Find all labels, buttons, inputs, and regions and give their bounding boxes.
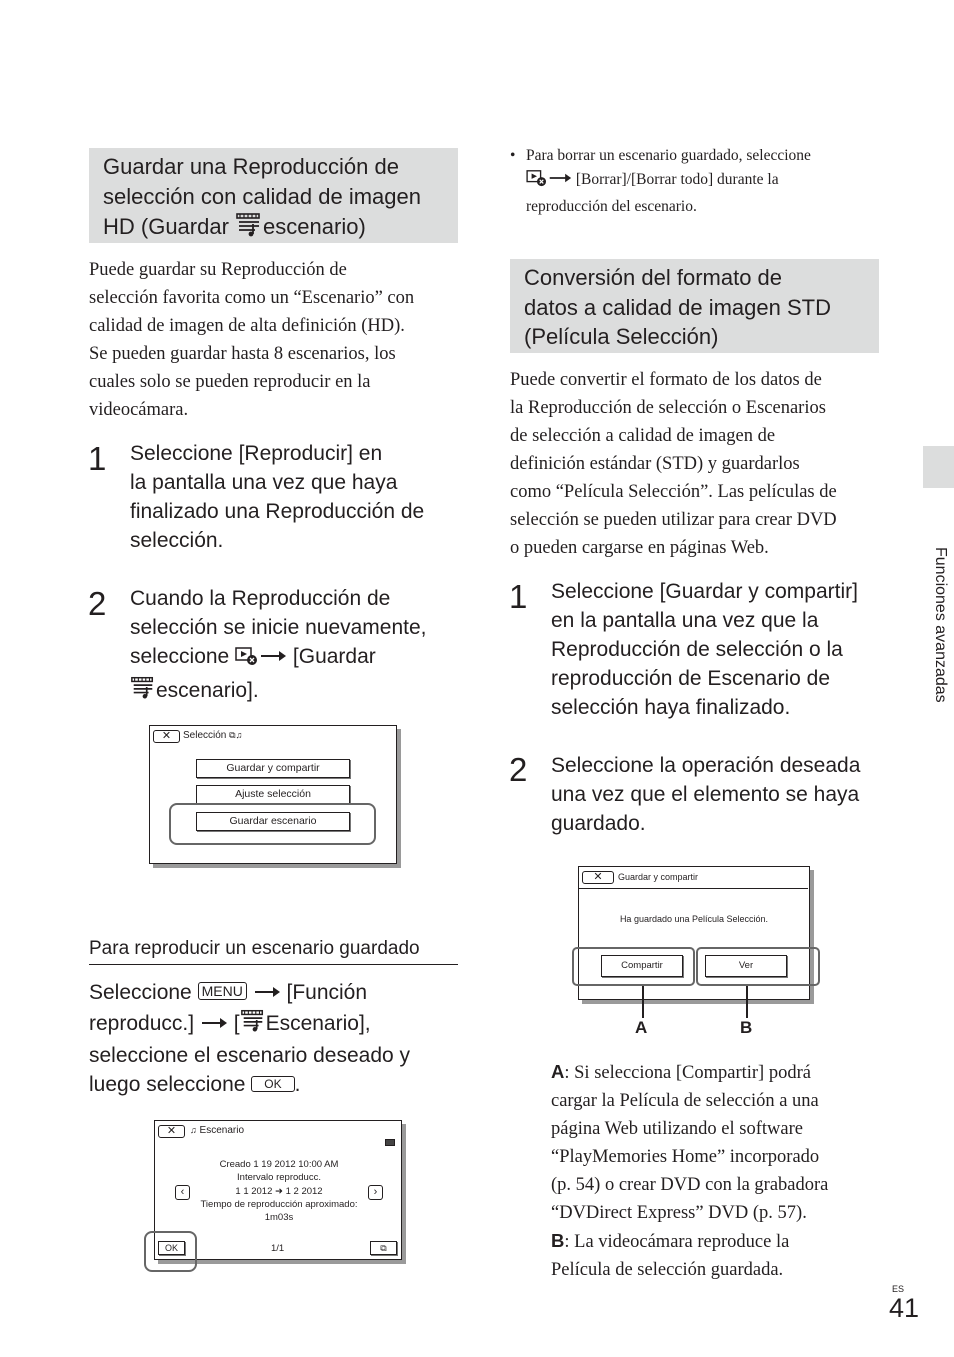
arrow-right-icon [259, 642, 287, 656]
step-number: 1 [509, 578, 528, 615]
screen-mockup-save-share [578, 866, 810, 1000]
step-text: Seleccione [Reproducir] en la pantalla una vez que haya finalizado una Reproducción de selección. [130, 442, 425, 552]
interval-value: 1 1 2012 ➜ 1 2 2012 [235, 1186, 323, 1197]
callout-line-b [746, 986, 748, 1018]
battery-icon [385, 1139, 395, 1146]
callout-label-b: B [740, 1018, 753, 1037]
page-number: 41 [889, 1293, 920, 1323]
ok-key: OK [251, 1076, 294, 1092]
interval-label: Intervalo reproducc. [237, 1172, 321, 1183]
step-text: Seleccione la operación deseada una vez que el elemento se haya guardado. [551, 754, 861, 835]
screen-mockup-selection [149, 725, 397, 864]
scenario-icon: ♫ [190, 1125, 197, 1135]
intro-paragraph: Puede convertir el formato de los datos de la Reproducción de selección o Escenarios de selección a calidad de imagen de definición estándar (STD) y guardarlos como “Película Selección”. Las películas de selección se pueden utilizar para crear DVD o pueden cargarse en páginas Web. [510, 370, 837, 558]
close-button[interactable]: ✕ [153, 730, 180, 743]
saved-message: Ha guardado una Película Selección. [619, 914, 769, 924]
next-arrow-button[interactable]: › [368, 1185, 383, 1200]
language-code: ES [892, 1284, 905, 1294]
share-button[interactable]: Compartir [601, 955, 683, 977]
screen-mockup-scenario [154, 1120, 402, 1260]
heading-line: HD (Guardar escenario) [103, 211, 444, 245]
section-tab [923, 446, 954, 488]
arrow-right-icon [548, 168, 572, 182]
scenario-icon [130, 674, 156, 708]
arrow-right-icon [253, 978, 281, 992]
bullet: • [510, 147, 516, 164]
section-heading-convert-std: Conversión del formato de datos a calidad de imagen STD (Película Selección) [510, 259, 879, 353]
prev-arrow-button[interactable]: ‹ [175, 1185, 190, 1200]
save-share-button[interactable]: Guardar y compartir [196, 759, 350, 778]
screen-title: ♫ Escenario [190, 1125, 244, 1136]
section-heading-save-scenario [89, 148, 458, 243]
selection-delete-icon [526, 169, 548, 195]
created-date: Creado 1 19 2012 10:00 AM [219, 1159, 339, 1170]
step-number: 2 [509, 751, 528, 788]
time-value: 1m03s [264, 1212, 294, 1223]
sidebar-label: Funciones avanzadas [932, 547, 949, 703]
scenario-icon: ♫ [235, 730, 243, 740]
step-number: 2 [88, 585, 107, 622]
scenario-icon [240, 1007, 266, 1041]
heading-line: selección con calidad de imagen [103, 183, 421, 209]
menu-key: MENU [198, 982, 247, 1000]
callout-notes: A: Si selecciona [Compartir] podrá cargar la Película de selección a una página Web utilizando el software “PlayMemories Home” incorporado (p. 54) o crear DVD con la grabadora “DVDirect Express” DVD (p. 57). B: La videocámara reproduce la Película de selección guardada. [551, 1061, 829, 1280]
page-indicator: 1/1 [271, 1243, 285, 1254]
callout-label-a: A [635, 1018, 648, 1037]
selection-play-icon: ⧉ [229, 730, 236, 740]
screen-title: Selección ⧉♫ [183, 730, 243, 741]
subheading: Para reproducir un escenario guardado [89, 937, 458, 965]
playback-instructions: Seleccione MENU [Función reproducc.] [ Escenario], seleccione el escenario deseado y luego seleccione OK . [89, 978, 469, 1099]
step-text: Cuando la Reproducción de selección se inicie nuevamente, seleccione [Guardar escenario]. [130, 584, 460, 708]
bullet-note: • Para borrar un escenario guardado, seleccione [Borrar]/[Borrar todo] durante la reproducción del escenario. [510, 144, 890, 219]
save-scenario-button[interactable]: Guardar escenario [196, 812, 350, 831]
selection-settings-button[interactable]: Ajuste selección [196, 785, 350, 804]
screen-title: Guardar y compartir [618, 872, 699, 882]
scenario-icon [235, 211, 263, 245]
arrow-right-icon [200, 1009, 228, 1023]
view-button[interactable]: Ver [705, 955, 787, 977]
title-divider [579, 888, 808, 889]
step-text: Seleccione [Guardar y compartir] en la pantalla una vez que la Reproducción de selección o la reproducción de Escenario de selección haya finalizado. [551, 580, 858, 719]
selection-play-button[interactable]: ⧉ [370, 1241, 397, 1255]
close-button[interactable]: ✕ [582, 871, 614, 884]
heading-line: Guardar una Reproducción de [103, 154, 399, 179]
intro-paragraph: Puede guardar su Reproducción de selección favorita como un “Escenario” con calidad de imagen de alta definición (HD). Se pueden guardar hasta 8 escenarios, los cuales solo se pueden reproducir en la videocámara. [89, 260, 415, 420]
step-number: 1 [88, 440, 107, 477]
ok-button[interactable]: OK [158, 1241, 185, 1255]
callout-line-a [642, 986, 644, 1018]
close-button[interactable]: ✕ [158, 1125, 185, 1138]
time-label: Tiempo de reproducción aproximado: [200, 1199, 358, 1210]
selection-play-icon [235, 645, 259, 674]
